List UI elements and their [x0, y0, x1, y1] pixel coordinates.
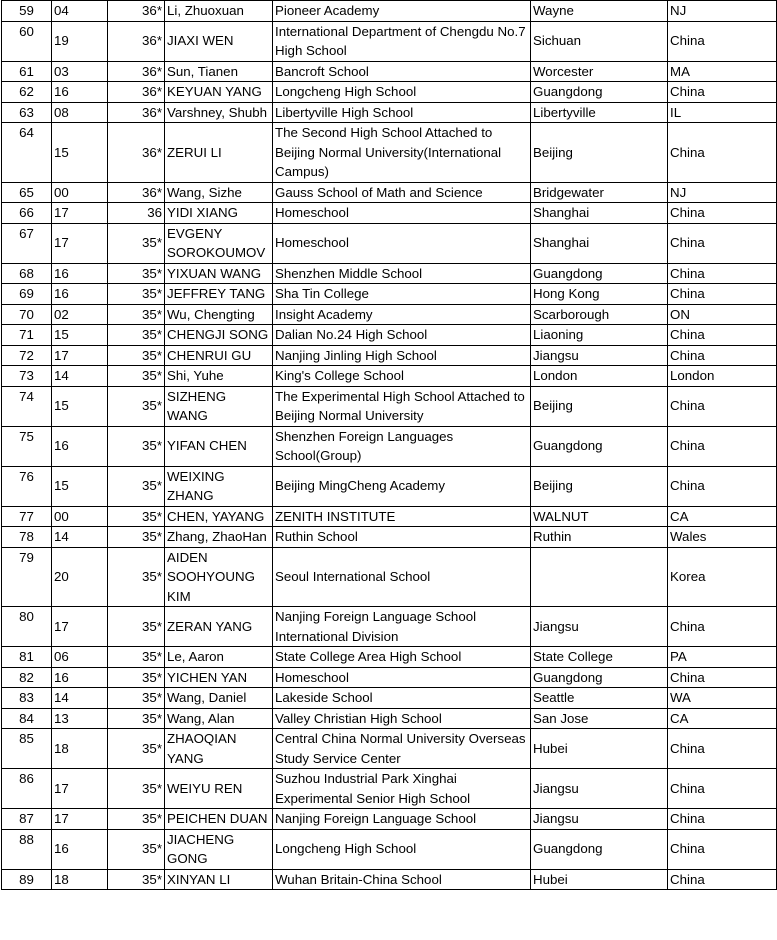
school-cell: Longcheng High School: [273, 829, 531, 869]
school-cell: Bancroft School: [273, 61, 531, 82]
school-cell: Homeschool: [273, 203, 531, 224]
score-cell: 35*: [108, 729, 165, 769]
state-cell: ON: [668, 304, 777, 325]
state-cell: China: [668, 263, 777, 284]
school-cell: Nanjing Jinling High School: [273, 345, 531, 366]
table-row: [2, 223, 777, 263]
state-cell: China: [668, 466, 777, 506]
state-cell: China: [668, 284, 777, 305]
score-cell: 35*: [108, 708, 165, 729]
table-row: [2, 829, 777, 869]
rank-cell: 71: [2, 325, 52, 346]
student-name-cell: YIDI XIANG: [165, 203, 273, 224]
score-cell: 35*: [108, 223, 165, 263]
school-cell: Pioneer Academy: [273, 1, 531, 22]
city-cell: Wayne: [531, 1, 668, 22]
city-cell: Guangdong: [531, 829, 668, 869]
state-cell: CA: [668, 708, 777, 729]
table-row: [2, 506, 777, 527]
rank-cell: 70: [2, 304, 52, 325]
city-cell: Beijing: [531, 123, 668, 183]
grade-cell: 00: [52, 182, 108, 203]
city-cell: Hong Kong: [531, 284, 668, 305]
city-cell: Jiangsu: [531, 607, 668, 647]
table-row: [2, 667, 777, 688]
student-name-cell: Shi, Yuhe: [165, 366, 273, 387]
state-cell: WA: [668, 688, 777, 709]
grade-cell: 13: [52, 708, 108, 729]
state-cell: London: [668, 366, 777, 387]
city-cell: Sichuan: [531, 21, 668, 61]
rank-cell: 76: [2, 466, 52, 506]
state-cell: China: [668, 123, 777, 183]
city-cell: Guangdong: [531, 82, 668, 103]
table-row: [2, 82, 777, 103]
student-name-cell: KEYUAN YANG: [165, 82, 273, 103]
city-cell: Libertyville: [531, 102, 668, 123]
grade-cell: 08: [52, 102, 108, 123]
student-name-cell: WEIYU REN: [165, 769, 273, 809]
student-name-cell: JIACHENG GONG: [165, 829, 273, 869]
state-cell: China: [668, 607, 777, 647]
score-cell: 35*: [108, 386, 165, 426]
table-row: [2, 607, 777, 647]
state-cell: China: [668, 21, 777, 61]
city-cell: London: [531, 366, 668, 387]
state-cell: China: [668, 325, 777, 346]
table-row: [2, 304, 777, 325]
city-cell: State College: [531, 647, 668, 668]
table-row: [2, 769, 777, 809]
table-row: [2, 466, 777, 506]
score-cell: 36*: [108, 123, 165, 183]
grade-cell: 18: [52, 729, 108, 769]
rank-cell: 79: [2, 547, 52, 607]
rank-cell: 63: [2, 102, 52, 123]
student-name-cell: JEFFREY TANG: [165, 284, 273, 305]
rank-cell: 80: [2, 607, 52, 647]
state-cell: NJ: [668, 182, 777, 203]
school-cell: Valley Christian High School: [273, 708, 531, 729]
city-cell: Liaoning: [531, 325, 668, 346]
table-row: [2, 688, 777, 709]
score-cell: 35*: [108, 527, 165, 548]
score-cell: 35*: [108, 325, 165, 346]
state-cell: China: [668, 729, 777, 769]
state-cell: China: [668, 667, 777, 688]
school-cell: Shenzhen Foreign Languages School(Group): [273, 426, 531, 466]
student-name-cell: Wu, Chengting: [165, 304, 273, 325]
city-cell: Jiangsu: [531, 809, 668, 830]
score-cell: 35*: [108, 667, 165, 688]
state-cell: China: [668, 345, 777, 366]
school-cell: Homeschool: [273, 223, 531, 263]
rank-cell: 82: [2, 667, 52, 688]
city-cell: [531, 547, 668, 607]
rank-cell: 77: [2, 506, 52, 527]
table-row: [2, 547, 777, 607]
rank-cell: 81: [2, 647, 52, 668]
state-cell: IL: [668, 102, 777, 123]
city-cell: Hubei: [531, 869, 668, 890]
rank-cell: 75: [2, 426, 52, 466]
state-cell: China: [668, 769, 777, 809]
grade-cell: 17: [52, 809, 108, 830]
student-name-cell: CHENRUI GU: [165, 345, 273, 366]
state-cell: Korea: [668, 547, 777, 607]
table-row: [2, 61, 777, 82]
school-cell: Beijing MingCheng Academy: [273, 466, 531, 506]
table-row: [2, 21, 777, 61]
school-cell: Lakeside School: [273, 688, 531, 709]
grade-cell: 16: [52, 667, 108, 688]
table-row: [2, 426, 777, 466]
student-name-cell: ZERAN YANG: [165, 607, 273, 647]
school-cell: Libertyville High School: [273, 102, 531, 123]
grade-cell: 16: [52, 426, 108, 466]
grade-cell: 14: [52, 366, 108, 387]
student-name-cell: YIFAN CHEN: [165, 426, 273, 466]
school-cell: Dalian No.24 High School: [273, 325, 531, 346]
student-name-cell: YICHEN YAN: [165, 667, 273, 688]
score-cell: 36*: [108, 1, 165, 22]
results-table: [1, 0, 777, 890]
student-name-cell: ZERUI LI: [165, 123, 273, 183]
rank-cell: 67: [2, 223, 52, 263]
city-cell: Shanghai: [531, 223, 668, 263]
score-cell: 36*: [108, 21, 165, 61]
student-name-cell: YIXUAN WANG: [165, 263, 273, 284]
rank-cell: 84: [2, 708, 52, 729]
rank-cell: 89: [2, 869, 52, 890]
city-cell: Beijing: [531, 466, 668, 506]
student-name-cell: EVGENY SOROKOUMOV: [165, 223, 273, 263]
table-row: [2, 647, 777, 668]
score-cell: 36*: [108, 82, 165, 103]
grade-cell: 16: [52, 829, 108, 869]
rank-cell: 64: [2, 123, 52, 183]
school-cell: The Second High School Attached to Beijing Normal University(International Campus): [273, 123, 531, 183]
state-cell: China: [668, 426, 777, 466]
school-cell: Suzhou Industrial Park Xinghai Experimental Senior High School: [273, 769, 531, 809]
score-cell: 35*: [108, 426, 165, 466]
grade-cell: 17: [52, 345, 108, 366]
table-row: [2, 729, 777, 769]
score-cell: 36*: [108, 102, 165, 123]
rank-cell: 59: [2, 1, 52, 22]
state-cell: China: [668, 829, 777, 869]
city-cell: Beijing: [531, 386, 668, 426]
score-cell: 36*: [108, 182, 165, 203]
state-cell: China: [668, 203, 777, 224]
table-row: [2, 263, 777, 284]
score-cell: 35*: [108, 466, 165, 506]
table-row: [2, 527, 777, 548]
table-row: [2, 284, 777, 305]
student-name-cell: Le, Aaron: [165, 647, 273, 668]
grade-cell: 20: [52, 547, 108, 607]
rank-cell: 88: [2, 829, 52, 869]
score-cell: 35*: [108, 647, 165, 668]
rank-cell: 85: [2, 729, 52, 769]
table-row: [2, 366, 777, 387]
grade-cell: 15: [52, 466, 108, 506]
rank-cell: 60: [2, 21, 52, 61]
school-cell: Ruthin School: [273, 527, 531, 548]
score-cell: 35*: [108, 263, 165, 284]
state-cell: NJ: [668, 1, 777, 22]
city-cell: Worcester: [531, 61, 668, 82]
city-cell: Jiangsu: [531, 345, 668, 366]
grade-cell: 00: [52, 506, 108, 527]
table-row: [2, 123, 777, 183]
student-name-cell: WEIXING ZHANG: [165, 466, 273, 506]
state-cell: CA: [668, 506, 777, 527]
student-name-cell: JIAXI WEN: [165, 21, 273, 61]
table-row: [2, 345, 777, 366]
city-cell: Guangdong: [531, 426, 668, 466]
score-cell: 35*: [108, 769, 165, 809]
state-cell: China: [668, 869, 777, 890]
state-cell: China: [668, 223, 777, 263]
city-cell: Bridgewater: [531, 182, 668, 203]
rank-cell: 66: [2, 203, 52, 224]
score-cell: 35*: [108, 506, 165, 527]
rank-cell: 69: [2, 284, 52, 305]
rank-cell: 78: [2, 527, 52, 548]
school-cell: Shenzhen Middle School: [273, 263, 531, 284]
student-name-cell: Sun, Tianen: [165, 61, 273, 82]
state-cell: Wales: [668, 527, 777, 548]
student-name-cell: PEICHEN DUAN: [165, 809, 273, 830]
state-cell: MA: [668, 61, 777, 82]
city-cell: Guangdong: [531, 263, 668, 284]
city-cell: WALNUT: [531, 506, 668, 527]
city-cell: Seattle: [531, 688, 668, 709]
city-cell: Hubei: [531, 729, 668, 769]
state-cell: China: [668, 386, 777, 426]
school-cell: Seoul International School: [273, 547, 531, 607]
score-cell: 35*: [108, 345, 165, 366]
score-cell: 35*: [108, 304, 165, 325]
rank-cell: 65: [2, 182, 52, 203]
student-name-cell: XINYAN LI: [165, 869, 273, 890]
table-row: [2, 809, 777, 830]
student-name-cell: SIZHENG WANG: [165, 386, 273, 426]
table-row: [2, 1, 777, 22]
table-row: [2, 386, 777, 426]
school-cell: Insight Academy: [273, 304, 531, 325]
grade-cell: 14: [52, 688, 108, 709]
score-cell: 35*: [108, 869, 165, 890]
school-cell: State College Area High School: [273, 647, 531, 668]
school-cell: Central China Normal University Overseas Study Service Center: [273, 729, 531, 769]
rank-cell: 72: [2, 345, 52, 366]
rank-cell: 68: [2, 263, 52, 284]
state-cell: China: [668, 82, 777, 103]
grade-cell: 16: [52, 82, 108, 103]
grade-cell: 17: [52, 223, 108, 263]
grade-cell: 17: [52, 769, 108, 809]
score-cell: 35*: [108, 809, 165, 830]
city-cell: Scarborough: [531, 304, 668, 325]
rank-cell: 73: [2, 366, 52, 387]
student-name-cell: CHEN, YAYANG: [165, 506, 273, 527]
table-body: [2, 1, 777, 890]
city-cell: Ruthin: [531, 527, 668, 548]
grade-cell: 03: [52, 61, 108, 82]
rank-cell: 87: [2, 809, 52, 830]
grade-cell: 14: [52, 527, 108, 548]
grade-cell: 02: [52, 304, 108, 325]
city-cell: Shanghai: [531, 203, 668, 224]
table-row: [2, 869, 777, 890]
score-cell: 35*: [108, 547, 165, 607]
grade-cell: 16: [52, 263, 108, 284]
grade-cell: 15: [52, 325, 108, 346]
student-name-cell: ZHAOQIAN YANG: [165, 729, 273, 769]
grade-cell: 17: [52, 203, 108, 224]
school-cell: International Department of Chengdu No.7 High School: [273, 21, 531, 61]
table-row: [2, 102, 777, 123]
grade-cell: 15: [52, 123, 108, 183]
table-row: [2, 203, 777, 224]
score-cell: 35*: [108, 284, 165, 305]
score-cell: 35*: [108, 829, 165, 869]
city-cell: Guangdong: [531, 667, 668, 688]
student-name-cell: Li, Zhuoxuan: [165, 1, 273, 22]
school-cell: Wuhan Britain-China School: [273, 869, 531, 890]
school-cell: Sha Tin College: [273, 284, 531, 305]
grade-cell: 19: [52, 21, 108, 61]
rank-cell: 86: [2, 769, 52, 809]
student-name-cell: CHENGJI SONG: [165, 325, 273, 346]
score-cell: 35*: [108, 607, 165, 647]
grade-cell: 18: [52, 869, 108, 890]
grade-cell: 16: [52, 284, 108, 305]
score-cell: 36*: [108, 61, 165, 82]
state-cell: PA: [668, 647, 777, 668]
school-cell: Nanjing Foreign Language School International Division: [273, 607, 531, 647]
grade-cell: 06: [52, 647, 108, 668]
grade-cell: 17: [52, 607, 108, 647]
score-cell: 36: [108, 203, 165, 224]
student-name-cell: Zhang, ZhaoHan: [165, 527, 273, 548]
student-name-cell: Wang, Alan: [165, 708, 273, 729]
student-name-cell: AIDEN SOOHYOUNG KIM: [165, 547, 273, 607]
score-cell: 35*: [108, 688, 165, 709]
school-cell: Nanjing Foreign Language School: [273, 809, 531, 830]
school-cell: King's College School: [273, 366, 531, 387]
table-row: [2, 325, 777, 346]
rank-cell: 83: [2, 688, 52, 709]
city-cell: San Jose: [531, 708, 668, 729]
score-cell: 35*: [108, 366, 165, 387]
school-cell: ZENITH INSTITUTE: [273, 506, 531, 527]
rank-cell: 74: [2, 386, 52, 426]
table-row: [2, 708, 777, 729]
rank-cell: 61: [2, 61, 52, 82]
school-cell: Homeschool: [273, 667, 531, 688]
state-cell: China: [668, 809, 777, 830]
table-row: [2, 182, 777, 203]
school-cell: Longcheng High School: [273, 82, 531, 103]
student-name-cell: Wang, Sizhe: [165, 182, 273, 203]
student-name-cell: Varshney, Shubh: [165, 102, 273, 123]
school-cell: The Experimental High School Attached to Beijing Normal University: [273, 386, 531, 426]
grade-cell: 15: [52, 386, 108, 426]
grade-cell: 04: [52, 1, 108, 22]
rank-cell: 62: [2, 82, 52, 103]
city-cell: Jiangsu: [531, 769, 668, 809]
student-name-cell: Wang, Daniel: [165, 688, 273, 709]
school-cell: Gauss School of Math and Science: [273, 182, 531, 203]
